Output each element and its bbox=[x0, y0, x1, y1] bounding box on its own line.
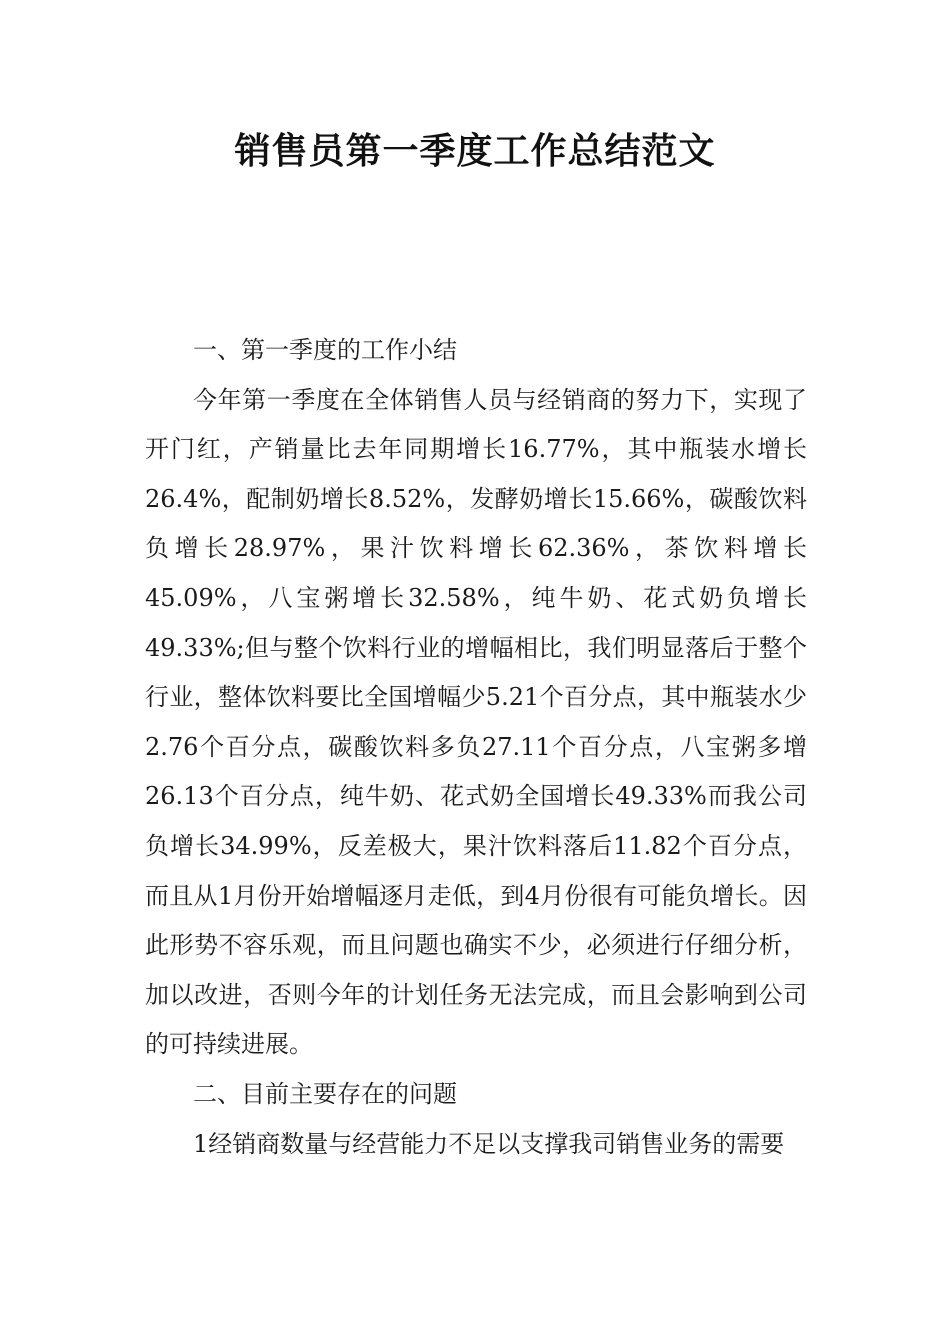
section-paragraph-1: 今年第一季度在全体销售人员与经销商的努力下，实现了开门红，产销量比去年同期增长16.77%，其中瓶装水增长26.4%，配制奶增长8.52%，发酵奶增长15.66%，碳酸饮料负增长28.97%，果汁饮料增长62.36%，茶饮料增长45.09%，八宝粥增长32.58%，纯牛奶、花式奶负增长49.33%;但与整个饮料行业的增幅相比，我们明显落后于整个行业，整体饮料要比全国增幅少5.21个百分点，其中瓶装水少2.76个百分点，碳酸饮料多负27.11个百分点，八宝粥多增26.13个百分点，纯牛奶、花式奶全国增长49.33%而我公司负增长34.99%，反差极大，果汁饮料落后11.82个百分点，而且从1月份开始增幅逐月走低，到4月份很有可能负增长。因此形势不容乐观，而且问题也确实不少，必须进行仔细分析，加以改进，否则今年的计划任务无法完成，而且会影响到公司的可持续进展。 bbox=[145, 385, 807, 1059]
document-body bbox=[145, 326, 807, 1169]
section-paragraph-2: 1经销商数量与经营能力不足以支撑我司销售业务的需要 bbox=[193, 1129, 785, 1158]
section-heading-1: 一、第一季度的工作小结 bbox=[193, 336, 457, 364]
document-title: 销售员第一季度工作总结范文 bbox=[234, 131, 716, 172]
section-heading-2: 二、目前主要存在的问题 bbox=[193, 1079, 457, 1108]
